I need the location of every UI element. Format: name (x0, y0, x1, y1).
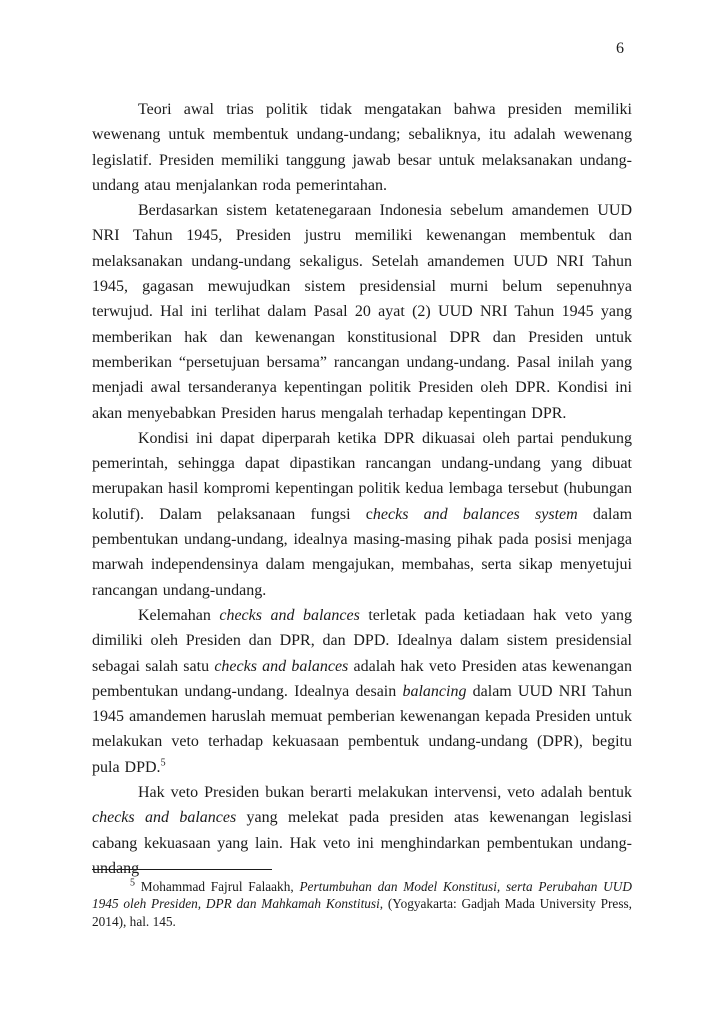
text-run: dalam UUD NRI Tahun 1945 amandemen haruslah memuat pemberian kewenangan kepada Presiden untuk melakukan veto terhadap kekuasaan pembentuk undang-undang (DPR), begitu pula DPD. (92, 682, 632, 776)
footnote-reference: 5 (130, 877, 135, 889)
text-run: Mohammad Fajrul Falaakh, (135, 879, 300, 894)
page-number: 6 (616, 40, 624, 57)
footnote-reference: 5 (160, 757, 166, 769)
text-run: dalam pembentukan undang-undang, idealnya masing-masing pihak pada posisi menjaga marwah independensinya dalam mengajukan, membahas, serta sikap menyetujui rancangan undang-undang. (92, 505, 633, 599)
text-run: terletak pada ketiadaan hak veto yang dimiliki oleh Presiden dan DPR, dan DPD. Idealnya dalam sistem presidensial sebagai salah satu (92, 606, 632, 675)
paragraph (92, 780, 632, 881)
text-run: Hak veto Presiden bukan berarti melakukan intervensi, veto adalah bentuk (138, 784, 632, 802)
footnote-separator-rule (92, 869, 272, 870)
text-run: Berdasarkan sistem ketatenegaraan Indonesia sebelum amandemen UUD NRI Tahun 1945, Presiden justru memiliki kewenangan membentuk dan melaksanakan undang-undang sekaligus. Setelah amandemen UUD NRI Tahun 1945, gagasan mewujudkan sistem presidensial murni belum sepenuhnya terwujud. Hal ini terlihat dalam Pasal 20 ayat (2) UUD NRI Tahun 1945 yang memberikan hak dan kewenangan konstitusional DPR dan Presiden untuk memberikan “persetujuan bersama” rancangan undang-undang. Pasal inilah yang menjadi awal tersanderanya kepentingan politik Presiden oleh DPR. Kondisi ini akan menyebabkan Presiden harus mengalah terhadap kepentingan DPR. (92, 202, 632, 422)
footnote-area (92, 869, 632, 930)
text-run: Kelemahan (138, 606, 220, 624)
text-run: adalah hak veto Presiden atas kewenangan pembentukan undang-undang. Idealnya desain (92, 657, 632, 700)
italic-text-run: hecks and balances system (372, 505, 578, 523)
text-run: Teori awal trias politik tidak mengatakan bahwa presiden memiliki wewenang untuk membentuk undang-undang; sebaliknya, itu adalah wewenang legislatif. Presiden memiliki tanggung jawab besar untuk melaksanakan undang-undang atau menjalankan roda pemerintahan. (92, 101, 632, 194)
document-body (92, 97, 632, 881)
paragraph (92, 97, 632, 198)
italic-text-run: checks and balances (219, 606, 360, 624)
italic-text-run: balancing (402, 682, 467, 700)
italic-text-run: checks and balances (92, 809, 237, 827)
paragraph (92, 603, 632, 780)
italic-text-run: Pertumbuhan dan Model Konstitusi, serta Perubahan UUD 1945 oleh Presiden, DPR dan Mahkamah Konstitusi (92, 879, 632, 912)
paragraph (92, 426, 632, 603)
text-run: Kondisi ini dapat diperparah ketika DPR dikuasai oleh partai pendukung pemerintah, sehingga dapat dipastikan rancangan undang-undang yang dibuat merupakan hasil kompromi kepentingan politik kedua lembaga tersebut (hubungan kolutif). Dalam pelaksanaan fungsi c (92, 429, 632, 523)
footnote-text (92, 878, 632, 930)
paragraph (92, 198, 632, 426)
italic-text-run: checks and balances (214, 657, 349, 675)
text-run: , (Yogyakarta: Gadjah Mada University Press, 2014), hal. 145. (92, 896, 632, 929)
text-run: yang melekat pada presiden atas kewenangan legislasi cabang kekuasaan yang lain. Hak veto ini menghindarkan pembentukan undang-undang (92, 809, 633, 877)
